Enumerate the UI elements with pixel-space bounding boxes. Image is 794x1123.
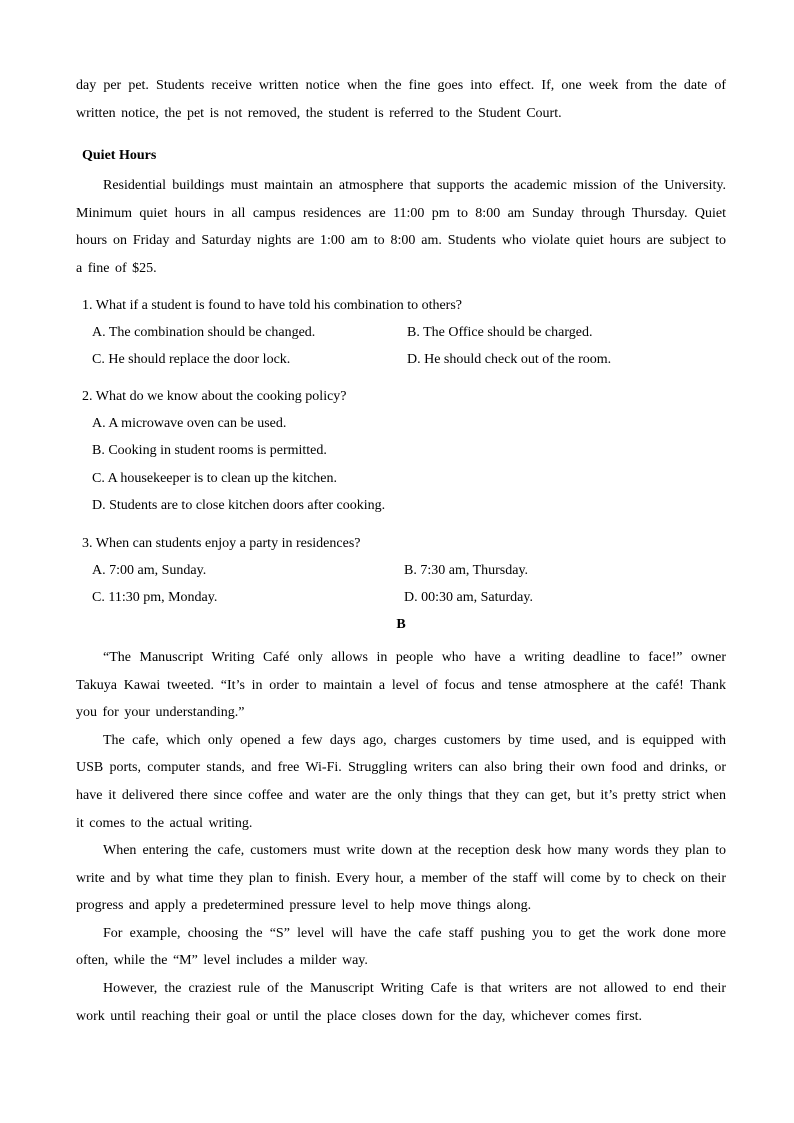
option-c: C. He should replace the door lock. (92, 351, 291, 367)
question-stem: 3. When can students enjoy a party in residences? (82, 535, 361, 551)
quiet-hours-paragraph: Residential buildings must maintain an atmosphere that supports the academic mission of the University. Minimum quiet hours in all campus residences are 11:00 pm to 8:00 am Sunday through Thursday. Quiet hours on Friday and Saturday nights are 1:00 am to 8:00 am. Students who violate quiet hours are subject to a fine of $25. (76, 178, 726, 276)
section-b-paragraph-5: However, the craziest rule of the Manuscript Writing Cafe is that writers are not allowed to end their work until reaching their goal or until the place closes down for the day, whichever comes first. (76, 981, 726, 1024)
question-2 (82, 383, 726, 520)
quiet-hours-heading: Quiet Hours (82, 148, 157, 164)
option-d: D. Students are to close kitchen doors after cooking. (92, 498, 386, 514)
option-row (92, 346, 726, 373)
option-b: B. Cooking in student rooms is permitted. (92, 443, 327, 459)
question-1 (82, 292, 726, 373)
section-b-paragraph-2: The cafe, which only opened a few days ago, charges customers by time used, and is equipped with USB ports, computer stands, and free Wi-Fi. Struggling writers can also bring their own food and drinks, or have it delivered there since coffee and water are the only things that they can get, but it’s pretty strict when it comes to the actual writing. (76, 732, 726, 831)
option-row (92, 584, 726, 611)
document-page (76, 72, 726, 1030)
option-a: A. A microwave oven can be used. (92, 415, 287, 431)
option-row (92, 557, 726, 584)
option-a: A. The combination should be changed. (92, 324, 316, 340)
option-b: B. The Office should be charged. (407, 324, 593, 340)
option-c: C. 11:30 pm, Monday. (92, 589, 218, 605)
question-stem: 2. What do we know about the cooking policy? (82, 388, 347, 404)
option-d: D. He should check out of the room. (407, 351, 612, 367)
section-b-paragraph-3: When entering the cafe, customers must write down at the reception desk how many words they plan to write and by what time they plan to finish. Every hour, a member of the staff will come by to check on their progress and apply a predetermined pressure level to help move things along. (76, 843, 726, 914)
intro-paragraph: day per pet. Students receive written notice when the fine goes into effect. If, one week from the date of written notice, the pet is not removed, the student is referred to the Student Court. (76, 78, 726, 121)
question-stem: 1. What if a student is found to have told his combination to others? (82, 297, 463, 313)
option-d: D. 00:30 am, Saturday. (404, 589, 533, 605)
section-b-label: B (396, 616, 406, 632)
option-row (92, 319, 726, 346)
option-b: B. 7:30 am, Thursday. (404, 562, 529, 578)
option-c: C. A housekeeper is to clean up the kitchen. (92, 470, 337, 486)
section-b-paragraph-4: For example, choosing the “S” level will have the cafe staff pushing you to get the work done more often, while the “M” level includes a milder way. (76, 925, 726, 969)
question-3 (82, 530, 726, 611)
section-b-paragraph-1: “The Manuscript Writing Café only allows in people who have a writing deadline to face!” owner Takuya Kawai tweeted. “It’s in order to maintain a level of focus and tense atmosphere at the café! Thank you for your understanding.” (76, 649, 726, 721)
option-a: A. 7:00 am, Sunday. (92, 562, 207, 578)
